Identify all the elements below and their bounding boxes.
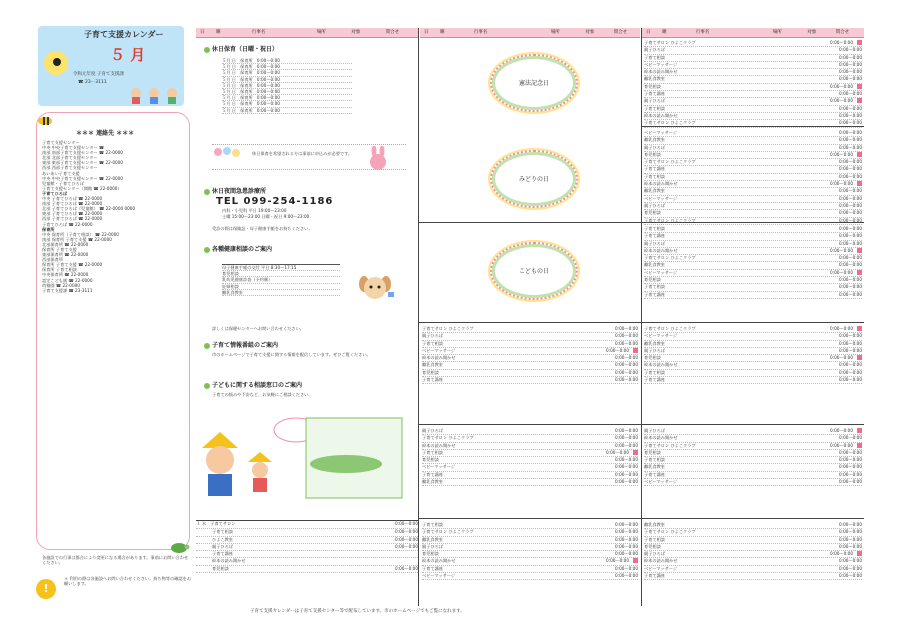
calendar-event: 離乳食教室 0:00～0:00 — [644, 262, 862, 269]
calendar-event: 絵本の読み聞かせ 0:00～0:00 — [644, 181, 862, 188]
contact-row: 保育所 子育て支援 ☎ 22-0000 — [42, 262, 103, 268]
contact-row: 保育所 — [42, 226, 55, 232]
calendar-event: 離乳食教室 0:00～0:00 — [422, 479, 638, 486]
col-weekday: 曜 — [661, 30, 667, 35]
col-target: 対象 — [351, 30, 361, 35]
middle-header — [196, 28, 418, 38]
health-consult-note: 詳しくは保健センターへお問い合わせください。 — [212, 326, 304, 331]
exclamation-icon: ! — [36, 579, 56, 599]
holiday-wreath — [490, 242, 578, 300]
middle-event-list — [196, 520, 418, 573]
calendar-event: 子育て相談 0:00～0:00 — [644, 284, 862, 291]
highlight-badge — [857, 326, 862, 331]
table-row: ５月 日 保育所 0:00～0:00 — [222, 95, 352, 101]
flower-icon — [204, 343, 210, 349]
dog-illustration — [356, 272, 396, 308]
table-row: ５月 日 保育所 0:00～0:00 — [222, 70, 352, 76]
contact-row: 保育所 子育て相談 — [42, 267, 77, 273]
contact-row: 幼稚園 ☎ 22-0000 — [42, 282, 80, 288]
col-contact: 問合せ — [385, 30, 400, 35]
calendar-event: 親子ひろば 0:00～0:00 — [644, 98, 862, 105]
calendar-event: 子育てサロン ひよこクラブ 0:00～0:00 — [644, 529, 862, 536]
highlight-badge — [633, 348, 638, 353]
night-clinic-phone: TEL 099-254-1186 — [216, 196, 334, 207]
calendar-event: 子育て講座 0:00～0:00 — [422, 566, 638, 573]
table-row: ５月 日 保育所 0:00～0:00 — [222, 64, 352, 70]
highlight-badge — [857, 84, 862, 89]
health-consult-table — [222, 264, 340, 296]
calendar-event: 子育てサロン ひよこクラブ 0:00～0:00 — [644, 443, 862, 450]
info-program-label: 子育て情報番組のご案内 — [212, 342, 279, 349]
contact-row: あいあい子育て支援 — [42, 170, 80, 176]
contact-row: 子育てひろば — [42, 190, 68, 196]
contact-row: 南部 南部子育て支援センター ☎ 22-0000 — [42, 150, 123, 156]
health-consult-title — [204, 244, 272, 253]
table-row: １ 水 子育てサロン 0:00～0:00 — [196, 521, 418, 529]
usage-note: ＊ 利用の際は各施設へお問い合わせください。持ち物等の確認をお願いします。 — [64, 576, 191, 586]
table-row: ひよこ教室 0:00～0:00 — [196, 537, 418, 544]
calendar-event: 子育て講座 0:00～0:00 — [644, 292, 862, 299]
calendar-event: ベビーマッサージ 0:00～0:00 — [644, 479, 862, 486]
calendar-event: 育児相談 0:00～0:00 — [644, 210, 862, 217]
table-row: ５月 日 保育所 0:00～0:00 — [222, 101, 352, 107]
calendar-event: 親子ひろば 0:00～0:00 — [644, 551, 862, 558]
calendar-event: 絵本の読み聞かせ 0:00～0:00 — [422, 355, 638, 362]
contact-row: 子育て支援課 ☎ 23-3111 — [42, 287, 93, 293]
table-row: 子育て講座 — [196, 551, 418, 558]
calendar-event: 子育て相談 0:00～0:00 — [644, 537, 862, 544]
calendar-event: 離乳食教室 0:00～0:00 — [644, 522, 862, 529]
children-festival-illustration — [196, 414, 406, 504]
contact-row: 子育て支援センター — [42, 140, 80, 145]
calendar-event: 親子ひろば 0:00～0:00 — [644, 241, 862, 248]
contact-row: 東部 東部子育て支援センター ☎ 22-0000 — [42, 160, 123, 166]
contact-row: 西部 子育てひろば ☎ 22-0000 — [42, 216, 103, 222]
calendar-event: 親子ひろば 0:00～0:00 — [644, 203, 862, 210]
calendar-event: 絵本の読み聞かせ 0:00～0:00 — [644, 248, 862, 255]
col-place: 場所 — [550, 30, 560, 35]
col-contact: 問合せ — [613, 30, 628, 35]
calendar-event: 子育て講座 0:00～0:00 — [644, 472, 862, 479]
contact-row: 中央 子育てひろば ☎ 22-0000 — [42, 196, 103, 202]
highlight-badge — [857, 248, 862, 253]
calendar-event: 子育て相談 0:00～0:00 — [644, 226, 862, 233]
calendar-event: 子育てサロン ひよこクラブ 0:00～0:00 — [644, 326, 862, 333]
grid-line — [418, 322, 864, 323]
calendar-event: 絵本の読み聞かせ 0:00～0:00 — [422, 443, 638, 450]
contacts-note: 各施設での行事は都合により変更になる場合があります。事前にお問い合わせください。 — [42, 555, 189, 565]
calendar-event: 子育てサロン ひよこクラブ 0:00～0:00 — [644, 255, 862, 262]
contact-row: 東部 子育てひろば ☎ 22-0000 — [42, 211, 103, 217]
holiday-label: みどりの日 — [518, 176, 549, 183]
contact-row: 認定こども園 ☎ 22-0000 — [42, 277, 93, 283]
contact-row: 南部 保育所 子育て支援 ☎ 22-0000 — [42, 236, 112, 242]
contact-row: 南部 子育てひろば ☎ 22-0000 — [42, 201, 103, 207]
calendar-header-right — [642, 28, 864, 38]
table-row: ５月 日 保育所 0:00～0:00 — [222, 83, 352, 89]
consult-desk-title — [204, 380, 302, 389]
flower-icon — [204, 189, 210, 195]
col-place: 場所 — [316, 30, 326, 35]
calendar-event: ベビーマッサージ 0:00～0:00 — [422, 573, 638, 580]
night-clinic-label: 休日夜間急患診療所 — [212, 188, 267, 195]
health-consult-label: 各種健康相談のご案内 — [212, 246, 273, 253]
calendar-event: ベビーマッサージ 0:00～0:00 — [644, 333, 862, 340]
calendar-day-block — [422, 326, 638, 384]
contact-row: 北部 北部子育て支援センター — [42, 155, 98, 161]
grid-line — [418, 518, 864, 519]
col-event: 行事名 — [695, 30, 710, 35]
contact-row: 中央 中央子育て支援センター ☎ 22-0000 — [42, 175, 123, 181]
table-row: ５月 日 保育所 0:00～0:00 — [222, 108, 352, 114]
calendar-day-block — [644, 522, 862, 580]
highlight-badge — [857, 443, 862, 448]
night-clinic-hours-weekend: 土曜 15:00～23:00 日曜・祝日 9:00～23:00 — [222, 214, 310, 219]
turtle-icon — [168, 540, 190, 554]
issuer-phone: ☎ 23－3111 — [78, 80, 107, 85]
calendar-event: 子育て相談 0:00～0:00 — [644, 106, 862, 113]
contact-row: 西部保育所 — [42, 257, 63, 263]
calendar-event: 育児相談 0:00～0:00 — [422, 457, 638, 464]
flower-icon — [204, 247, 210, 253]
col-day: 日 — [646, 30, 651, 35]
calendar-event: 離乳食教室 0:00～0:00 — [422, 537, 638, 544]
calendar-event: 子育て相談 0:00～0:00 — [644, 174, 862, 181]
calendar-event: 絵本の読み聞かせ 0:00～0:00 — [644, 558, 862, 565]
calendar-event: 子育て相談 0:00～0:00 — [422, 341, 638, 348]
contact-row: 児童館・子育てひろば — [42, 180, 84, 186]
calendar-event: 離乳食教室 0:00～0:00 — [644, 464, 862, 471]
contact-row: 北部保育所 ☎ 22-0000 — [42, 241, 89, 247]
col-weekday: 曜 — [439, 30, 445, 35]
night-clinic-note: 受診の際は保険証・母子健康手帳をお持ちください。 — [212, 226, 313, 231]
calendar-event: 子育て講座 0:00～0:00 — [644, 233, 862, 240]
calendar-event: 子育てサロン ひよこクラブ 0:00～0:00 — [644, 159, 862, 166]
calendar-event: 親子ひろば 0:00～0:00 — [422, 333, 638, 340]
col-target: 対象 — [585, 30, 595, 35]
table-row: 妊婦相談 — [222, 284, 340, 290]
calendar-event: 離乳食教室 0:00～0:00 — [644, 76, 862, 83]
consult-desk-label: 子どもに関する相談窓口のご案内 — [212, 382, 303, 389]
calendar-day-block — [644, 130, 862, 225]
calendar-event: 育児相談 0:00～0:00 — [422, 551, 638, 558]
calendar-event: ベビーマッサージ 0:00～0:00 — [644, 62, 862, 69]
holiday-childcare-note: 休日保育を希望される方は事前に申込みが必要です。 — [252, 151, 353, 156]
calendar-event: 子育て相談 0:00～0:00 — [422, 522, 638, 529]
calendar-day-block — [644, 326, 862, 384]
calendar-event: 絵本の読み聞かせ 0:00～0:00 — [644, 69, 862, 76]
grid-line — [418, 28, 419, 606]
contact-row: 中央 保育所（子育て相談） ☎ 22-0000 — [42, 231, 119, 237]
calendar-event: 離乳食教室 0:00～0:00 — [422, 362, 638, 369]
calendar-event: ベビーマッサージ 0:00～0:00 — [644, 566, 862, 573]
calendar-event: 親子ひろば 0:00～0:00 — [422, 544, 638, 551]
table-row: 育児相談 — [222, 271, 340, 277]
table-row: 親子ひろば 0:00～0:00 — [196, 544, 418, 551]
kids-illustration — [128, 86, 180, 104]
col-target: 対象 — [807, 30, 817, 35]
balloons-illustration — [212, 146, 246, 166]
col-place: 場所 — [772, 30, 782, 35]
contact-row: 保育所 子育て支援 — [42, 246, 77, 252]
calendar-event: 子育てサロン ひよこクラブ 0:00～0:00 — [644, 218, 862, 225]
highlight-badge — [857, 428, 862, 433]
col-event: 行事名 — [251, 30, 266, 35]
flower-icon — [204, 47, 210, 53]
table-row: ５月 日 保育所 0:00～0:00 — [222, 58, 352, 64]
info-program-text: 市のホームページで子育て支援に関する情報を配信しています。ぜひご覧ください。 — [212, 352, 371, 357]
calendar-day-block — [644, 40, 862, 128]
calendar-event: 育児相談 0:00～0:00 — [644, 544, 862, 551]
calendar-event: ベビーマッサージ 0:00～0:00 — [422, 348, 638, 355]
footer-note: 子育て支援カレンダーは子育て支援センター等で配布しています。市のホームページでもご覧になれます。 — [250, 609, 465, 614]
calendar-event: 育児相談 0:00～0:00 — [644, 355, 862, 362]
calendar-day-block — [644, 226, 862, 299]
calendar-day-block — [422, 428, 638, 486]
contact-row: 子育て支援センター（開館 ☎ 22-0000） — [42, 185, 122, 191]
calendar-event: 子育て講座 0:00～0:00 — [644, 377, 862, 384]
contacts-list — [42, 140, 184, 293]
calendar-event: 子育て講座 0:00～0:00 — [644, 573, 862, 580]
consult-desk-text: 子育ての悩みや不安など、お気軽にご相談ください。 — [212, 392, 313, 397]
rabbit-illustration — [364, 146, 394, 172]
calendar-header-left — [420, 28, 640, 38]
grid-line — [418, 424, 864, 425]
table-row: ５月 日 保育所 0:00～0:00 — [222, 77, 352, 83]
grid-line — [641, 28, 642, 606]
contact-row: 中央 中央子育て支援センター ☎ — [42, 145, 105, 151]
calendar-event: 子育て講座 0:00～0:00 — [644, 91, 862, 98]
calendar-event: 子育て相談 0:00～0:00 — [644, 457, 862, 464]
calendar-event: ベビーマッサージ 0:00～0:00 — [644, 130, 862, 137]
calendar-event: 子育て相談 0:00～0:00 — [422, 450, 638, 457]
calendar-event: 親子ひろば 0:00～0:00 — [644, 145, 862, 152]
table-row: 乳幼児健康診査（予約制） — [222, 277, 340, 283]
col-contact: 問合せ — [835, 30, 850, 35]
calendar-event: 絵本の読み聞かせ 0:00～0:00 — [644, 435, 862, 442]
holiday-wreath — [490, 150, 578, 208]
sun-eye — [53, 58, 61, 66]
calendar-event: 子育てサロン ひよこクラブ 0:00～0:00 — [644, 40, 862, 47]
col-event: 行事名 — [473, 30, 488, 35]
contact-row: 西部 西部子育て支援センター — [42, 165, 98, 171]
highlight-badge — [857, 355, 862, 360]
table-row: 子育て相談 0:00～0:00 — [196, 529, 418, 536]
highlight-badge — [633, 558, 638, 563]
calendar-event: 絵本の読み聞かせ 0:00～0:00 — [644, 113, 862, 120]
table-row: 母子健康手帳の交付 平日 8:30～17:15 — [222, 265, 340, 271]
contact-row: 中央保育所 ☎ 22-0000 — [42, 272, 89, 278]
calendar-title: 子育て支援カレンダー — [84, 30, 164, 39]
calendar-event: 育児相談 0:00～0:00 — [644, 277, 862, 284]
holiday-wreath — [490, 54, 578, 112]
calendar-day-block — [644, 428, 862, 486]
holiday-childcare-label: 休日保育（日曜・祝日） — [212, 46, 279, 53]
calendar-event: 育児相談 0:00～0:00 — [422, 370, 638, 377]
calendar-event: 親子ひろば 0:00～0:00 — [422, 428, 638, 435]
calendar-event: 子育てサロン ひよこクラブ 0:00～0:00 — [422, 529, 638, 536]
calendar-event: 育児相談 0:00～0:00 — [644, 84, 862, 91]
calendar-event: 離乳食教室 0:00～0:00 — [644, 188, 862, 195]
calendar-event: ベビーマッサージ 0:00～0:00 — [644, 270, 862, 277]
highlight-badge — [857, 551, 862, 556]
calendar-event: 子育て相談 0:00～0:00 — [644, 55, 862, 62]
holiday-childcare-title — [204, 44, 278, 53]
contact-row: 子育てひろば ☎ 22-0000 — [42, 221, 93, 227]
calendar-event: 離乳食教室 0:00～0:00 — [644, 137, 862, 144]
calendar-event: 子育て講座 0:00～0:00 — [422, 472, 638, 479]
night-clinic-title — [204, 186, 266, 195]
col-day: 日 — [424, 30, 429, 35]
highlight-badge — [857, 98, 862, 103]
highlight-badge — [857, 152, 862, 157]
calendar-event: 子育てサロン ひよこクラブ 0:00～0:00 — [644, 120, 862, 127]
holiday-childcare-table — [222, 58, 352, 114]
table-row: 離乳食教室 — [222, 290, 340, 296]
calendar-event: ベビーマッサージ 0:00～0:00 — [644, 196, 862, 203]
calendar-event: 親子ひろば 0:00～0:00 — [644, 428, 862, 435]
calendar-event: 親子ひろば 0:00～0:00 — [644, 348, 862, 355]
month-label: ５ 月 — [110, 46, 146, 64]
calendar-event: 育児相談 0:00～0:00 — [644, 152, 862, 159]
calendar-event: 子育て講座 0:00～0:00 — [422, 377, 638, 384]
highlight-badge — [633, 450, 638, 455]
col-day: 日 — [200, 30, 205, 35]
calendar-event: 絵本の読み聞かせ 0:00～0:00 — [644, 362, 862, 369]
calendar-event: 子育て相談 0:00～0:00 — [644, 370, 862, 377]
calendar-event: 絵本の読み聞かせ 0:00～0:00 — [422, 558, 638, 565]
info-program-title — [204, 340, 278, 349]
issuer: 令和元年度 子育て支援課 — [73, 72, 124, 77]
col-weekday: 曜 — [215, 30, 221, 35]
highlight-badge — [857, 40, 862, 45]
highlight-badge — [857, 270, 862, 275]
contact-row: 北部 子育てひろば（児童館） ☎ 22-0000 0000 — [42, 206, 136, 212]
contact-row: 東部保育所 ☎ 22-0000 — [42, 252, 89, 258]
holiday-label: 憲法記念日 — [518, 80, 549, 87]
calendar-event: 離乳食教室 0:00～0:00 — [644, 341, 862, 348]
holiday-label: こどもの日 — [518, 268, 549, 275]
calendar-event: 親子ひろば 0:00～0:00 — [644, 47, 862, 54]
calendar-event: 子育てサロン ひよこクラブ 0:00～0:00 — [422, 435, 638, 442]
calendar-event: 育児相談 0:00～0:00 — [644, 450, 862, 457]
contacts-title: ＊＊＊ 連絡先 ＊＊＊ — [76, 130, 135, 137]
calendar-event: 子育て講座 0:00～0:00 — [644, 166, 862, 173]
table-row: 育児相談 0:00～0:00 — [196, 566, 418, 573]
calendar-day-block — [422, 522, 638, 580]
night-clinic-hours: 内科・小児科 平日 19:00～23:00 — [222, 208, 287, 213]
table-row: ５月 日 保育所 0:00～0:00 — [222, 89, 352, 95]
highlight-badge — [857, 181, 862, 186]
calendar-event: ベビーマッサージ 0:00～0:00 — [422, 464, 638, 471]
flower-icon — [204, 383, 210, 389]
calendar-event: 子育てサロン ひよこクラブ 0:00～0:00 — [422, 326, 638, 333]
table-row: 絵本の読み聞かせ — [196, 558, 418, 565]
